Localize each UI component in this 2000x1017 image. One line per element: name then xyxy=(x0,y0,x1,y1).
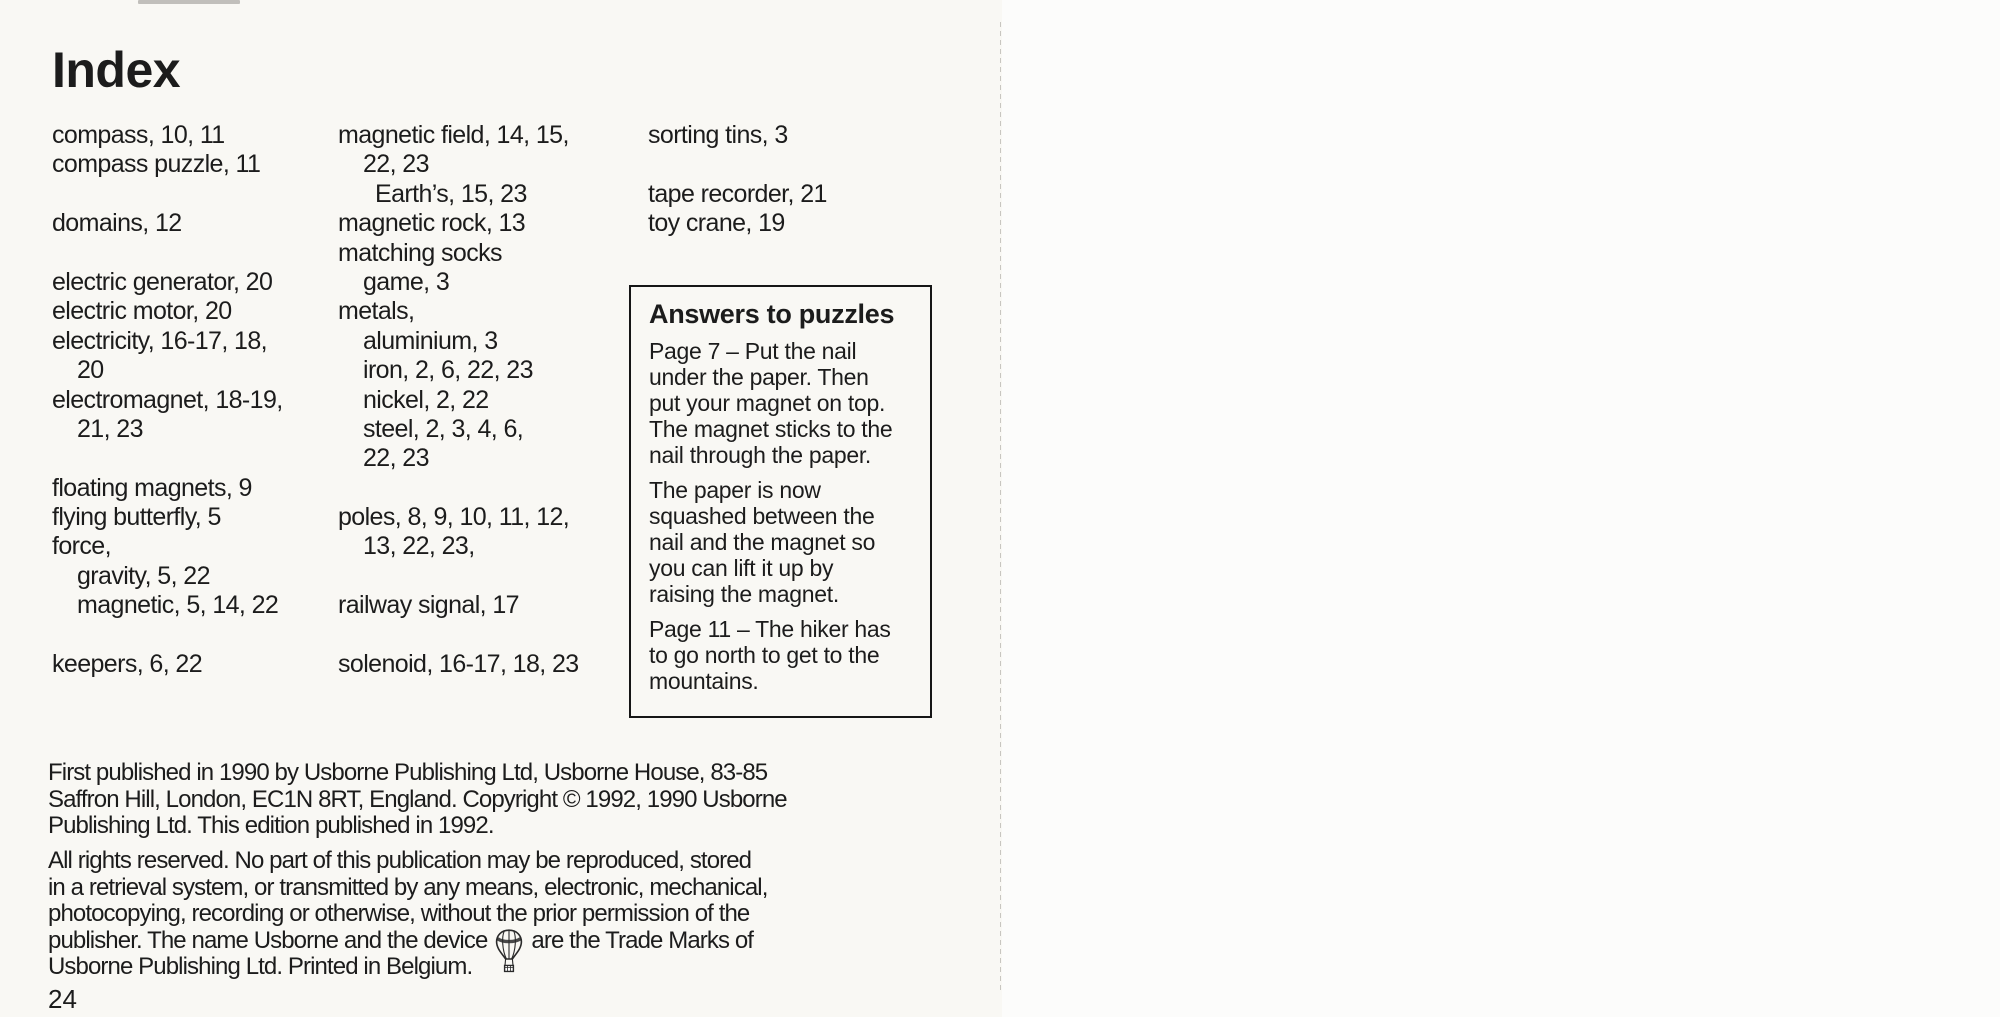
index-entry: railway signal, 17 xyxy=(338,591,519,620)
answers-line: The paper is now xyxy=(649,477,821,503)
answers-line: nail through the paper. xyxy=(649,442,871,468)
index-entry: 20 xyxy=(77,356,104,385)
index-entry: iron, 2, 6, 22, 23 xyxy=(363,356,533,385)
index-entry: compass, 10, 11 xyxy=(52,121,225,149)
scan-artifact-bar xyxy=(138,0,240,4)
answers-line: put your magnet on top. xyxy=(649,390,886,416)
index-entry: toy crane, 19 xyxy=(648,209,785,238)
imprint-line: publisher. The name Usborne and the device xyxy=(48,926,488,954)
index-entry xyxy=(338,621,579,650)
index-entry: keepers, 6, 22 xyxy=(52,650,203,679)
index-column-3 xyxy=(648,121,827,239)
index-entry: 21, 23 xyxy=(77,414,143,443)
answers-paragraph xyxy=(649,616,913,694)
answers-box-title: Answers to puzzles xyxy=(649,299,895,329)
index-entry: compass puzzle, 11 xyxy=(52,150,261,179)
index-entry: electromagnet, 18-19, xyxy=(52,385,283,414)
index-entry: magnetic, 5, 14, 22 xyxy=(77,591,279,620)
answers-box xyxy=(629,285,932,718)
page-fold-line xyxy=(1000,22,1001,990)
imprint-paragraph-2 xyxy=(48,848,768,981)
index-entry: electricity, 16-17, 18, xyxy=(52,326,268,355)
index-entry: nickel, 2, 22 xyxy=(363,385,489,414)
hot-air-balloon-icon xyxy=(494,928,524,974)
index-entry: aluminium, 3 xyxy=(363,326,498,355)
index-entry: flying butterfly, 5 xyxy=(52,503,221,532)
index-entry: floating magnets, 9 xyxy=(52,473,252,502)
index-entry: steel, 2, 3, 4, 6, xyxy=(363,414,524,443)
index-entry: domains, 12 xyxy=(52,209,182,238)
answers-paragraph xyxy=(649,477,913,607)
imprint-line: First published in 1990 by Usborne Publishing Ltd, Usborne House, 83-85 xyxy=(48,759,768,786)
index-entry xyxy=(52,239,283,268)
answers-line: mountains. xyxy=(649,668,759,694)
imprint-line: Usborne Publishing Ltd. Printed in Belgium. xyxy=(48,953,473,981)
answers-line: squashed between the xyxy=(649,503,875,529)
index-entry: sorting tins, 3 xyxy=(648,121,788,149)
index-entry: solenoid, 16-17, 18, 23 xyxy=(338,650,579,679)
imprint-line: Publishing Ltd. This edition published in 1992. xyxy=(48,812,494,840)
index-entry: magnetic rock, 13 xyxy=(338,209,526,238)
index-entry: metals, xyxy=(338,297,415,326)
answers-line: The magnet sticks to the xyxy=(649,416,893,442)
index-entry: electric motor, 20 xyxy=(52,297,232,326)
right-page-blank xyxy=(1002,0,2000,1017)
index-entry xyxy=(648,150,827,179)
answers-paragraph xyxy=(649,338,913,468)
imprint-line: are the Trade Marks of xyxy=(531,926,754,954)
answers-line: Page 7 – Put the nail xyxy=(649,338,857,364)
answers-line: you can lift it up by xyxy=(649,555,834,581)
index-entry: force, xyxy=(52,532,111,561)
index-entry: Earth’s, 15, 23 xyxy=(375,179,527,208)
index-entry: matching socks xyxy=(338,238,502,267)
index-entry xyxy=(52,621,283,650)
index-entry: magnetic field, 14, 15, xyxy=(338,121,569,149)
index-entry xyxy=(338,562,579,591)
index-entry: 22, 23 xyxy=(363,444,429,473)
index-column-2 xyxy=(338,121,579,679)
index-entry: tape recorder, 21 xyxy=(648,179,827,208)
answers-line: under the paper. Then xyxy=(649,364,869,390)
imprint-line: photocopying, recording or otherwise, without the prior permission of the xyxy=(48,900,750,928)
answers-line: nail and the magnet so xyxy=(649,529,876,555)
index-entry: gravity, 5, 22 xyxy=(77,561,210,590)
imprint-line: All rights reserved. No part of this publication may be reproduced, stored xyxy=(48,847,752,874)
page-number: 24 xyxy=(48,984,77,1014)
index-entry: 22, 23 xyxy=(363,150,429,179)
index-entry xyxy=(338,474,579,503)
index-entry xyxy=(52,444,283,473)
index-entry: poles, 8, 9, 10, 11, 12, xyxy=(338,503,570,532)
imprint-line: Saffron Hill, London, EC1N 8RT, England. Copyright © 1992, 1990 Usborne xyxy=(48,785,787,813)
index-entry: electric generator, 20 xyxy=(52,267,273,296)
page-title: Index xyxy=(52,42,181,98)
imprint-device-line xyxy=(48,928,768,955)
imprint-line: in a retrieval system, or transmitted by any means, electronic, mechanical, xyxy=(48,873,768,901)
index-entry: game, 3 xyxy=(363,267,450,296)
answers-line: to go north to get to the xyxy=(649,642,880,668)
answers-line: Page 11 – The hiker has xyxy=(649,616,891,642)
answers-line: raising the magnet. xyxy=(649,581,839,607)
imprint-paragraph-1 xyxy=(48,760,787,840)
index-entry xyxy=(52,180,283,209)
index-column-1 xyxy=(52,121,283,679)
index-entry: 13, 22, 23, xyxy=(363,532,475,561)
